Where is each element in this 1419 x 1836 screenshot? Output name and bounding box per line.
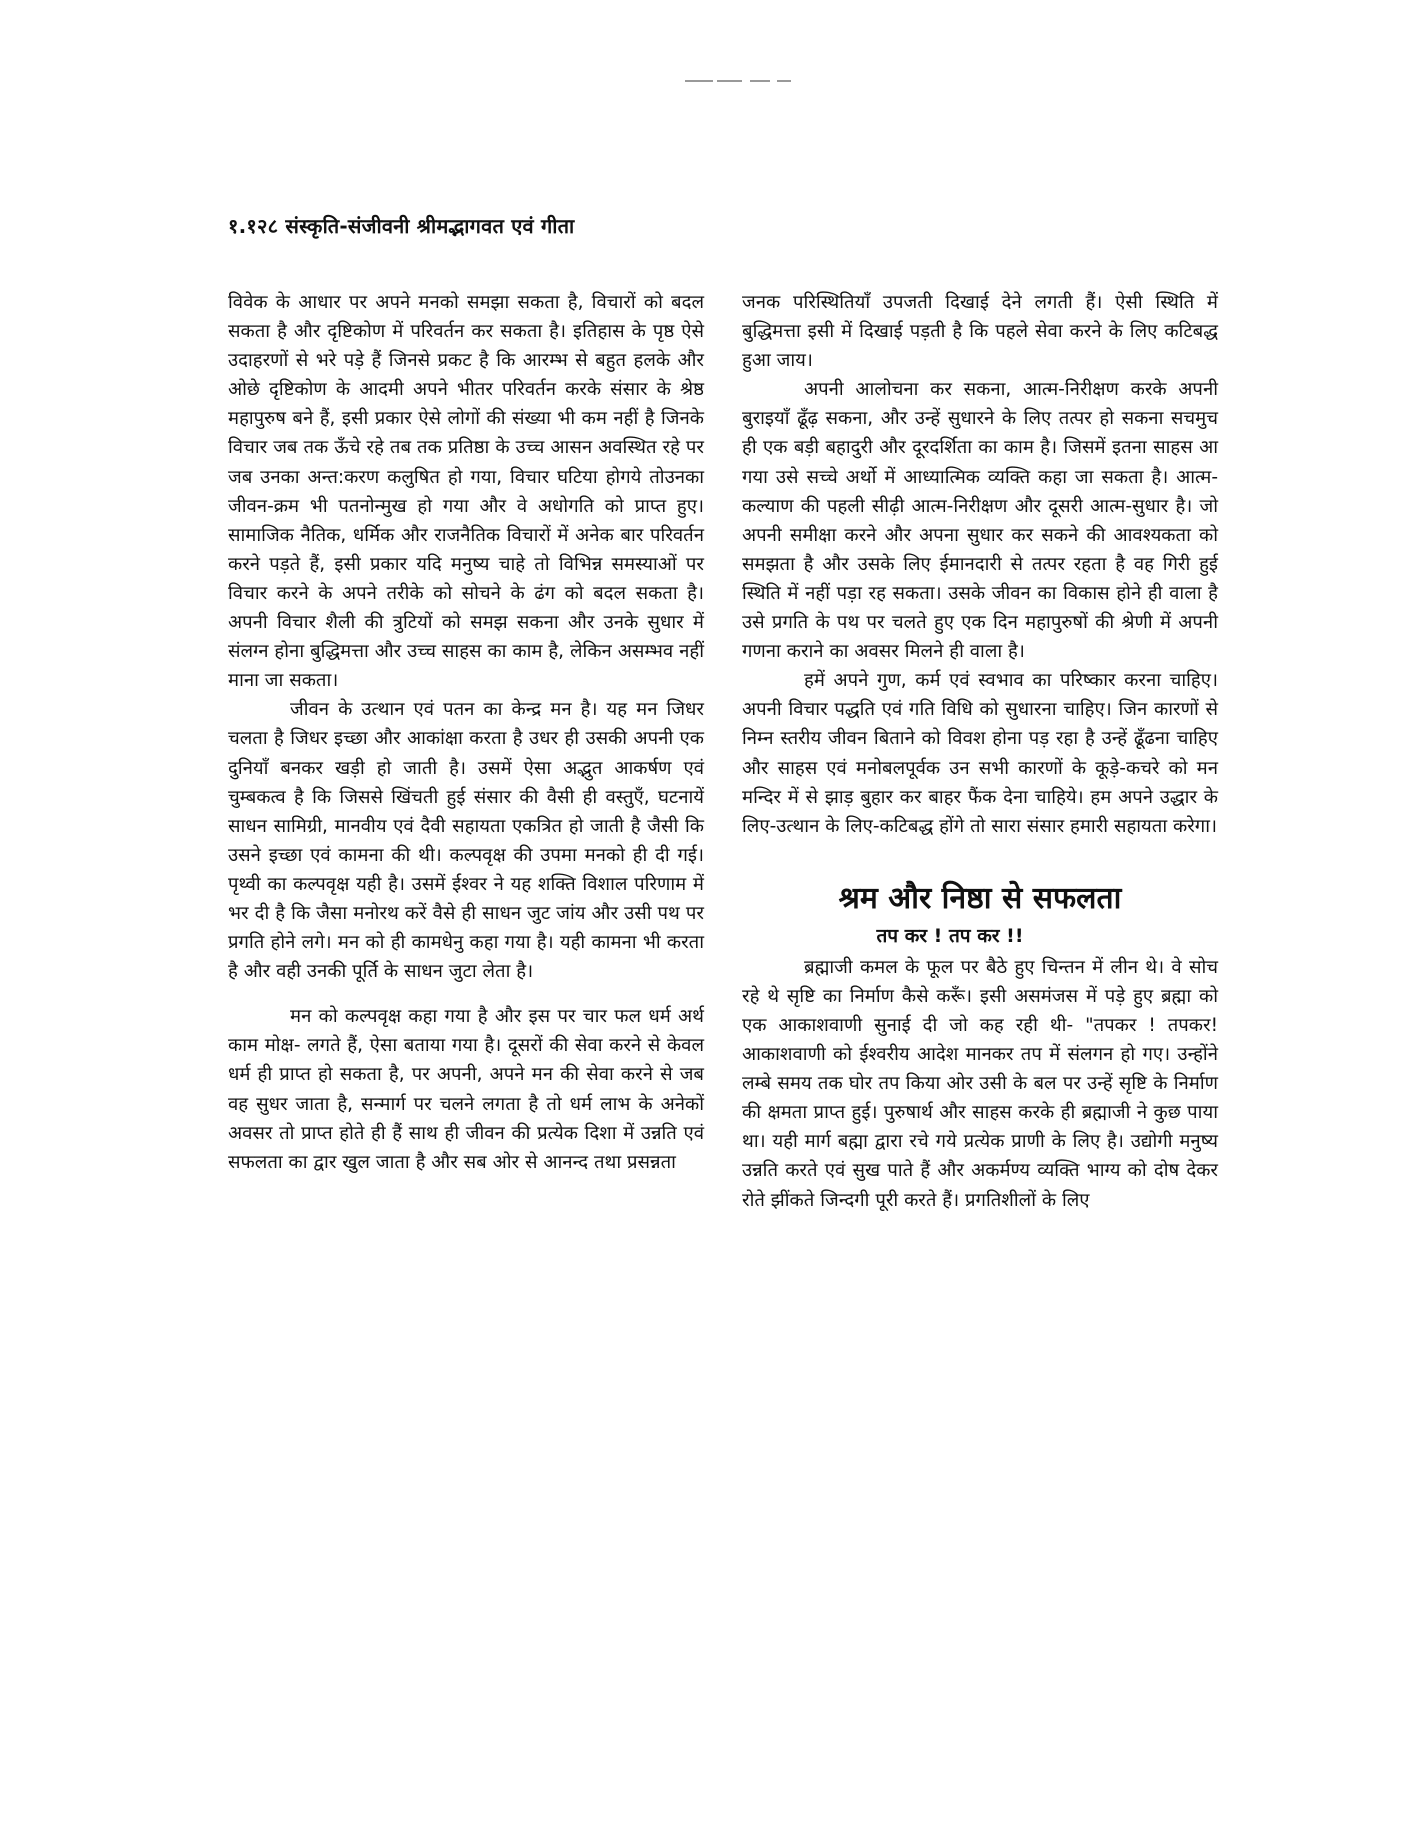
paragraph: ब्रह्माजी कमल के फूल पर बैठे हुए चिन्तन में लीन थे। वे सोच रहे थे सृष्टि का निर्माण कैसे करूँ। इसी असमंजस में पड़े हुए ब्रह्मा को एक आकाशवाणी सुनाई दी जो कह रही थी- "तपकर ! तपकर! आकाशवाणी को ईश्वरीय आदेश मानकर तप में संलगन हो गए। उन्होंने लम्बे समय तक घोर तप किया ओर उसी के बल पर उन्हें सृष्टि के निर्माण की क्षमता प्राप्त हुई। पुरुषार्थ और साहस करके ही ब्रह्माजी ने कुछ पाया था। यही मार्ग बह्मा द्वारा रचे गये प्रत्येक प्राणी के लिए है। उद्योगी मनुष्य उन्नति करते एवं सुख पाते हैं और अकर्मण्य व्यक्ति भाग्य को दोष देकर रोते झींकते जिन्दगी पूरी करते हैं। प्रगतिशीलों के लिए bbox=[742, 956, 1218, 1211]
section-title: श्रम और निष्ठा से सफलता bbox=[838, 880, 1122, 916]
paragraph: जीवन के उत्थान एवं पतन का केन्द्र मन है। यह मन जिधर चलता है जिधर इच्छा और आकांक्षा करता है उधर ही उसकी अपनी एक दुनियाँ बनकर खड़ी हो जाती है। उसमें ऐसा अद्भुत आकर्षण एवं चुम्बकत्व है कि जिससे खिंचती हुई संसार की वैसी ही वस्तुएँ, घटनायें साधन सामिग्री, मानवीय एवं दैवी सहायता एकत्रित हो जाती है जैसी कि उसने इच्छा एवं कामना की थी। कल्पवृक्ष की उपमा मनको ही दी गई। पृथ्वी का कल्पवृक्ष यही है। उसमें ईश्वर ने यह शक्ति विशाल परिणाम में भर दी है कि जैसा मनोरथ करें वैसे ही साधन जुट जांय और उसी पथ पर प्रगति होने लगे। मन को ही कामधेनु कहा गया है। यही कामना भी करता है और वही उनकी पूर्ति के साधन जुटा लेता है। bbox=[228, 699, 704, 983]
section-subtitle: तप कर ! तप कर !! bbox=[876, 924, 1024, 947]
paragraph: अपनी आलोचना कर सकना, आत्म-निरीक्षण करके अपनी बुराइयाँ ढूँढ़ सकना, और उन्हें सुधारने के लिए तत्पर हो सकना सचमुच ही एक बड़ी बहादुरी और दूरदर्शिता का काम है। जिसमें इतना साहस आ गया उसे सच्चे अर्थो में आध्यात्मिक व्यक्ति कहा जा सकता है। आत्म-कल्याण की पहली सीढ़ी आत्म-निरीक्षण और दूसरी आत्म-सुधार है। जो अपनी समीक्षा करने और अपना सुधार कर सकने की आवश्यकता को समझता है और उसके लिए ईमानदारी से तत्पर रहता है वह गिरी हुई स्थिति में नहीं पड़ा रह सकता। उसके जीवन का विकास होने ही वाला है उसे प्रगति के पथ पर चलते हुए एक दिन महापुरुषों की श्रेणी में अपनी गणना कराने का अवसर मिलने ही वाला है। bbox=[742, 379, 1218, 663]
paragraph: विवेक के आधार पर अपने मनको समझा सकता है, विचारों को बदल सकता है और दृष्टिकोण में परिवर्तन कर सकता है। इतिहास के पृष्ठ ऐसे उदाहरणों से भरे पड़े हैं जिनसे प्रकट है कि आरम्भ से बहुत हलके और ओछे दृष्टिकोण के आदमी अपने भीतर परिवर्तन करके संसार के श्रेष्ठ महापुरुष बने हैं, इसी प्रकार ऐसे लोगों की संख्या भी कम नहीं है जिनके विचार जब तक ऊँचे रहे तब तक प्रतिष्ठा के उच्च आसन अवस्थित रहे पर जब उनका अन्त:करण कलुषित हो गया, विचार घटिया होगये तोउनका जीवन-क्रम भी पतनोन्मुख हो गया और वे अधोगति को प्राप्त हुए। सामाजिक नैतिक, धर्मिक और राजनैतिक विचारों में अनेक बार परिवर्तन करने पड़ते हैं, इसी प्रकार यदि मनुष्य चाहे तो विभिन्न समस्याओं पर विचार करने के अपने तरीके को सोचने के ढंग को बदल सकता है। अपनी विचार शैली की त्रुटियों को समझ सकना और उनके सुधार में संलग्न होना बुद्धिमत्ता और उच्च साहस का काम है, लेकिन असम्भव नहीं माना जा सकता। bbox=[228, 292, 704, 692]
running-head: १.१२८ संस्कृति-संजीवनी श्रीमद्भागवत एवं गीता bbox=[228, 214, 575, 238]
paragraph: जनक परिस्थितियाँ उपजती दिखाई देने लगती हैं। ऐसी स्थिति में बुद्धिमत्ता इसी में दिखाई पड़ती है कि पहले सेवा करने के लिए कटिबद्ध हुआ जाय। bbox=[742, 292, 1218, 372]
right-column bbox=[742, 288, 1218, 1215]
paragraph: हमें अपने गुण, कर्म एवं स्वभाव का परिष्कार करना चाहिए। अपनी विचार पद्धति एवं गति विधि को सुधारना चाहिए। जिन कारणों से निम्न स्तरीय जीवन बिताने को विवश होना पड़ रहा है उन्हें ढूँढना चाहिए और साहस एवं मनोबलपूर्वक उन सभी कारणों के कूड़े-कचरे को मन मन्दिर में से झाड़ बुहार कर बाहर फैंक देना चाहिये। हम अपने उद्धार के लिए-उत्थान के लिए-कटिबद्ध होंगे तो सारा संसार हमारी सहायता करेगा। bbox=[742, 670, 1218, 837]
left-column bbox=[228, 288, 704, 1177]
paragraph: मन को कल्पवृक्ष कहा गया है और इस पर चार फल धर्म अर्थ काम मोक्ष- लगते हैं, ऐसा बताया गया है। दूसरों की सेवा करने से केवल धर्म ही प्राप्त हो सकता है, पर अपनी, अपने मन की सेवा करने से जब वह सुधर जाता है, सन्मार्ग पर चलने लगता है तो धर्म लाभ के अनेकों अवसर तो प्राप्त होते ही हैं साथ ही जीवन की प्रत्येक दिशा में उन्नति एवं सफलता का द्वार खुल जाता है और सब ओर से आनन्द तथा प्रसन्नता bbox=[228, 1006, 704, 1173]
scan-artifact-line bbox=[685, 80, 810, 82]
